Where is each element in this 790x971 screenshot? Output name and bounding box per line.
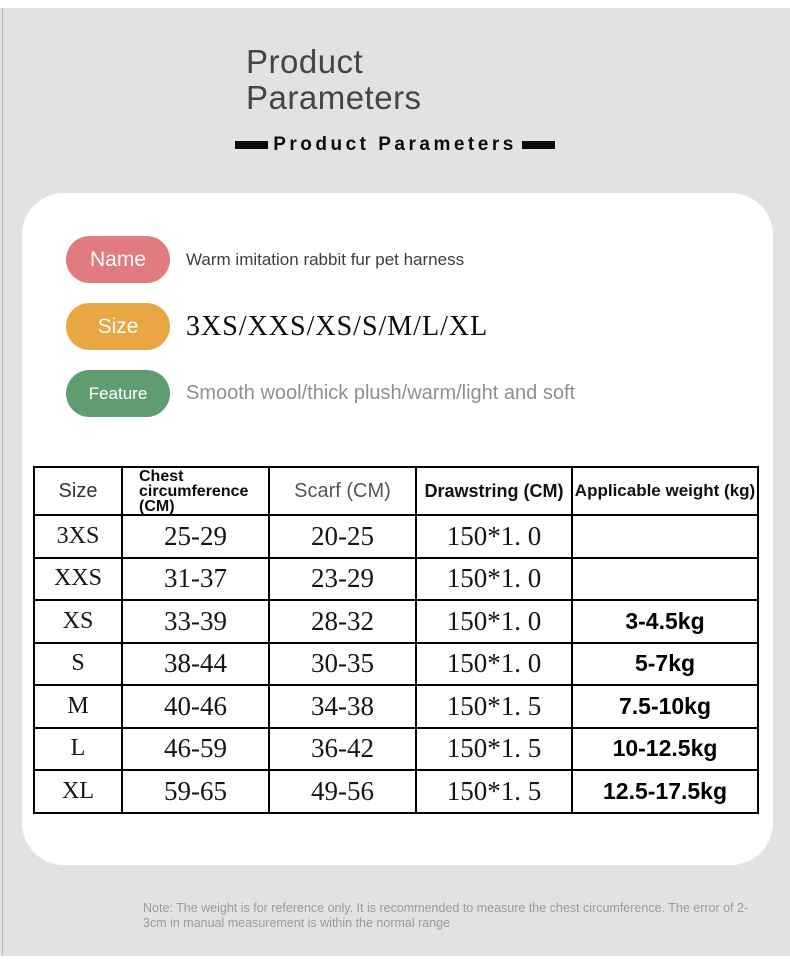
section-header-label: Product Parameters	[273, 134, 517, 155]
column-header-size: Size	[34, 467, 122, 515]
table-header-row	[34, 467, 758, 515]
cell-weight: 12.5-17.5kg	[572, 770, 758, 813]
cell-size: XXS	[34, 558, 122, 601]
cell-weight: 5-7kg	[572, 643, 758, 686]
cell-weight	[572, 558, 758, 601]
column-header-chest-circumference: Chest circumference (CM)	[122, 467, 269, 515]
cell-chest: 31-37	[122, 558, 269, 601]
cell-scarf: 49-56	[269, 770, 416, 813]
cell-scarf: 34-38	[269, 685, 416, 728]
cell-weight	[572, 515, 758, 558]
cell-drawstring: 150*1. 0	[416, 600, 572, 643]
ribbon-left-bar-icon	[235, 141, 268, 149]
page-title: Product Parameters	[246, 43, 422, 116]
cell-weight: 3-4.5kg	[572, 600, 758, 643]
cell-weight: 7.5-10kg	[572, 685, 758, 728]
product-feature-row	[66, 370, 575, 417]
name-badge	[66, 236, 170, 283]
cell-chest: 46-59	[122, 728, 269, 771]
table-row	[34, 685, 758, 728]
cell-size: XS	[34, 600, 122, 643]
feature-badge	[66, 370, 170, 417]
cell-scarf: 20-25	[269, 515, 416, 558]
cell-chest: 38-44	[122, 643, 269, 686]
cell-size: L	[34, 728, 122, 771]
name-badge-label: Name	[89, 247, 147, 271]
column-header-scarf: Scarf (CM)	[269, 467, 416, 515]
product-name-row	[66, 236, 464, 283]
column-header-applicable-weight: Applicable weight (kg)	[572, 467, 758, 515]
product-name-value: Warm imitation rabbit fur pet harness	[186, 249, 465, 269]
table-row	[34, 600, 758, 643]
feature-badge-label: Feature	[88, 383, 148, 403]
cell-scarf: 28-32	[269, 600, 416, 643]
cell-drawstring: 150*1. 5	[416, 728, 572, 771]
section-header	[0, 131, 790, 159]
bottom-white-strip	[0, 956, 790, 971]
product-info-card	[22, 193, 773, 865]
cell-chest: 25-29	[122, 515, 269, 558]
cell-size: 3XS	[34, 515, 122, 558]
size-badge-label: Size	[97, 314, 139, 338]
cell-scarf: 23-29	[269, 558, 416, 601]
product-size-row	[66, 303, 488, 350]
cell-chest: 33-39	[122, 600, 269, 643]
cell-chest: 40-46	[122, 685, 269, 728]
footer-note: Note: The weight is for reference only. It is recommended to measure the chest circumference. The error of 2-3cm in manual measurement is within the normal range	[143, 901, 749, 930]
cell-weight: 10-12.5kg	[572, 728, 758, 771]
cell-drawstring: 150*1. 0	[416, 515, 572, 558]
cell-scarf: 36-42	[269, 728, 416, 771]
table-row	[34, 558, 758, 601]
table-row	[34, 728, 758, 771]
ribbon-right-bar-icon	[522, 141, 555, 149]
top-white-strip	[0, 0, 790, 8]
cell-drawstring: 150*1. 0	[416, 558, 572, 601]
cell-size: XL	[34, 770, 122, 813]
size-chart-table	[33, 466, 759, 814]
cell-chest: 59-65	[122, 770, 269, 813]
cell-size: M	[34, 685, 122, 728]
product-feature-value: Smooth wool/thick plush/warm/light and soft	[186, 382, 576, 404]
cell-size: S	[34, 643, 122, 686]
cell-scarf: 30-35	[269, 643, 416, 686]
column-header-drawstring: Drawstring (CM)	[416, 467, 572, 515]
table-row	[34, 643, 758, 686]
table-row	[34, 515, 758, 558]
size-badge	[66, 303, 170, 350]
cell-drawstring: 150*1. 5	[416, 685, 572, 728]
cell-drawstring: 150*1. 5	[416, 770, 572, 813]
product-size-value: 3XS/XXS/XS/S/M/L/XL	[186, 310, 489, 342]
cell-drawstring: 150*1. 0	[416, 643, 572, 686]
table-row	[34, 770, 758, 813]
